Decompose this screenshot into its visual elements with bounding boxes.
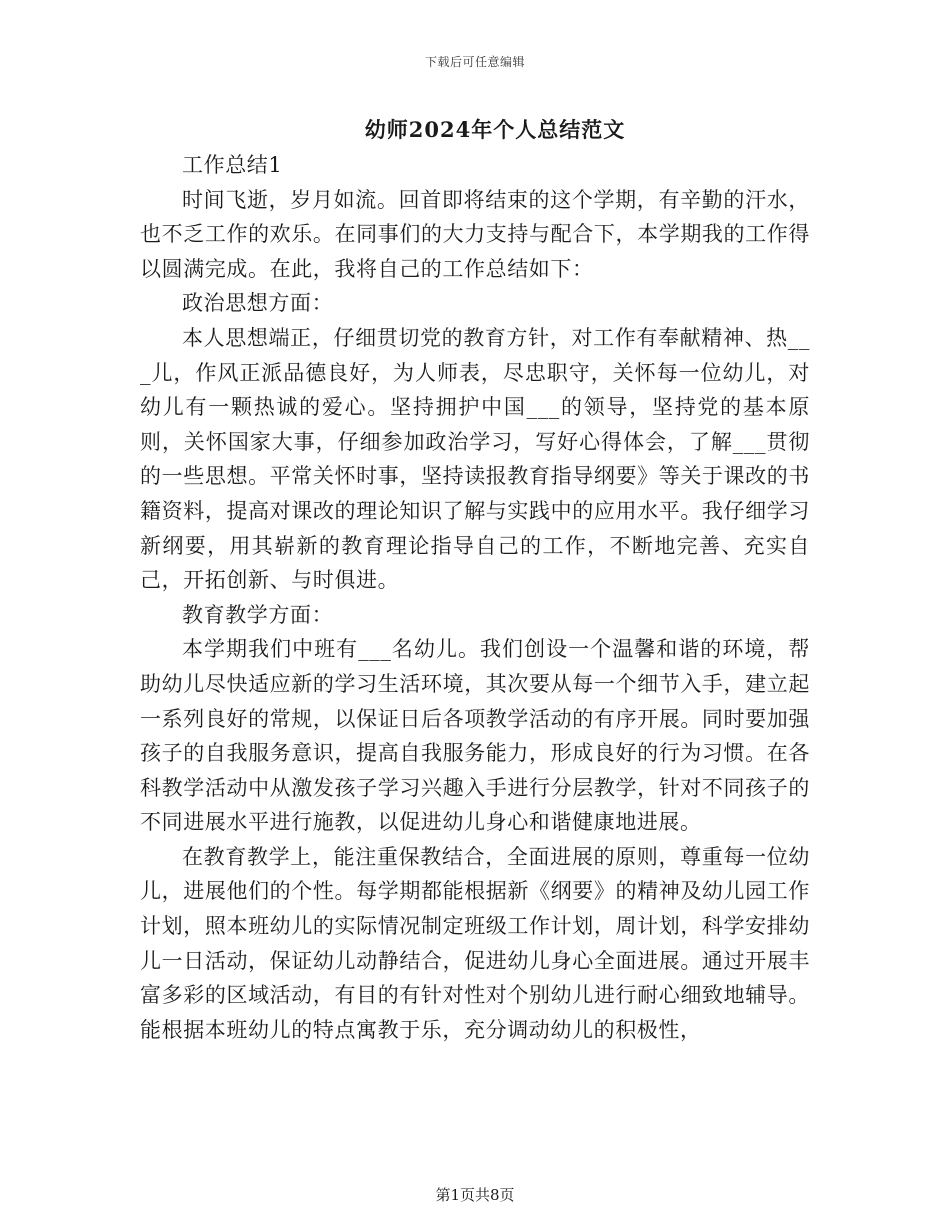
document-body [140, 148, 810, 1047]
paragraph-teaching-approach: 在教育教学上，能注重保教结合，全面进展的原则，尊重每一位幼儿，进展他们的个性。每学期都能根据新《纲要》的精神及幼儿园工作计划，照本班幼儿的实际情况制定班级工作计划，周计划，科学安排幼儿一日活动，保证幼儿动静结合，促进幼儿身心全面进展。通过开展丰富多彩的区域活动，有目的有针对性对个别幼儿进行耐心细致地辅导。能根据本班幼儿的特点寓教于乐，充分调动幼儿的积极性， [140, 844, 810, 1042]
paragraph-teaching-class: 本学期我们中班有___名幼儿。我们创设一个温馨和谐的环境，帮助幼儿尽快适应新的学习生活环境，其次要从每一个细节入手，建立起一系列良好的常规，以保证日后各项教学活动的有序开展。同时要加强孩子的自我服务意识，提高自我服务能力，形成良好的行为习惯。在各科教学活动中从激发孩子学习兴趣入手进行分层教学，针对不同孩子的不同进展水平进行施教，以促进幼儿身心和谐健康地进展。 [140, 637, 810, 835]
section-heading-work-summary: 工作总结1 [182, 153, 283, 177]
paragraph-intro: 时间飞逝，岁月如流。回首即将结束的这个学期，有辛勤的汗水，也不乏工作的欢乐。在同事们的大力支持与配合下，本学期我的工作得以圆满完成。在此，我将自己的工作总结如下： [140, 187, 810, 281]
section-heading-teaching: 教育教学方面： [182, 602, 334, 627]
header-note: 下载后可任意编辑 [424, 55, 525, 69]
page-number: 第1页共8页 [435, 1186, 515, 1204]
document-title: 幼师2024年个人总结范文 [364, 117, 626, 142]
paragraph-political: 本人思想端正，仔细贯切党的教育方针，对工作有奉献精神、热___儿，作风正派品德良好，为人师表，尽忠职守，关怀每一位幼儿，对幼儿有一颗热诚的爱心。坚持拥护中国___的领导，坚持党的基本原则，关怀国家大事，仔细参加政治学习，写好心得体会，了解___贯彻的一些思想。平常关怀时事，坚持读报教育指导纲要》等关于课改的书籍资料，提高对课改的理论知识了解与实践中的应用水平。我仔细学习新纲要，用其崭新的教育理论指导自己的工作，不断地完善、充实自己，开拓创新、与时俱进。 [140, 325, 810, 593]
section-heading-political: 政治思想方面： [182, 291, 334, 316]
